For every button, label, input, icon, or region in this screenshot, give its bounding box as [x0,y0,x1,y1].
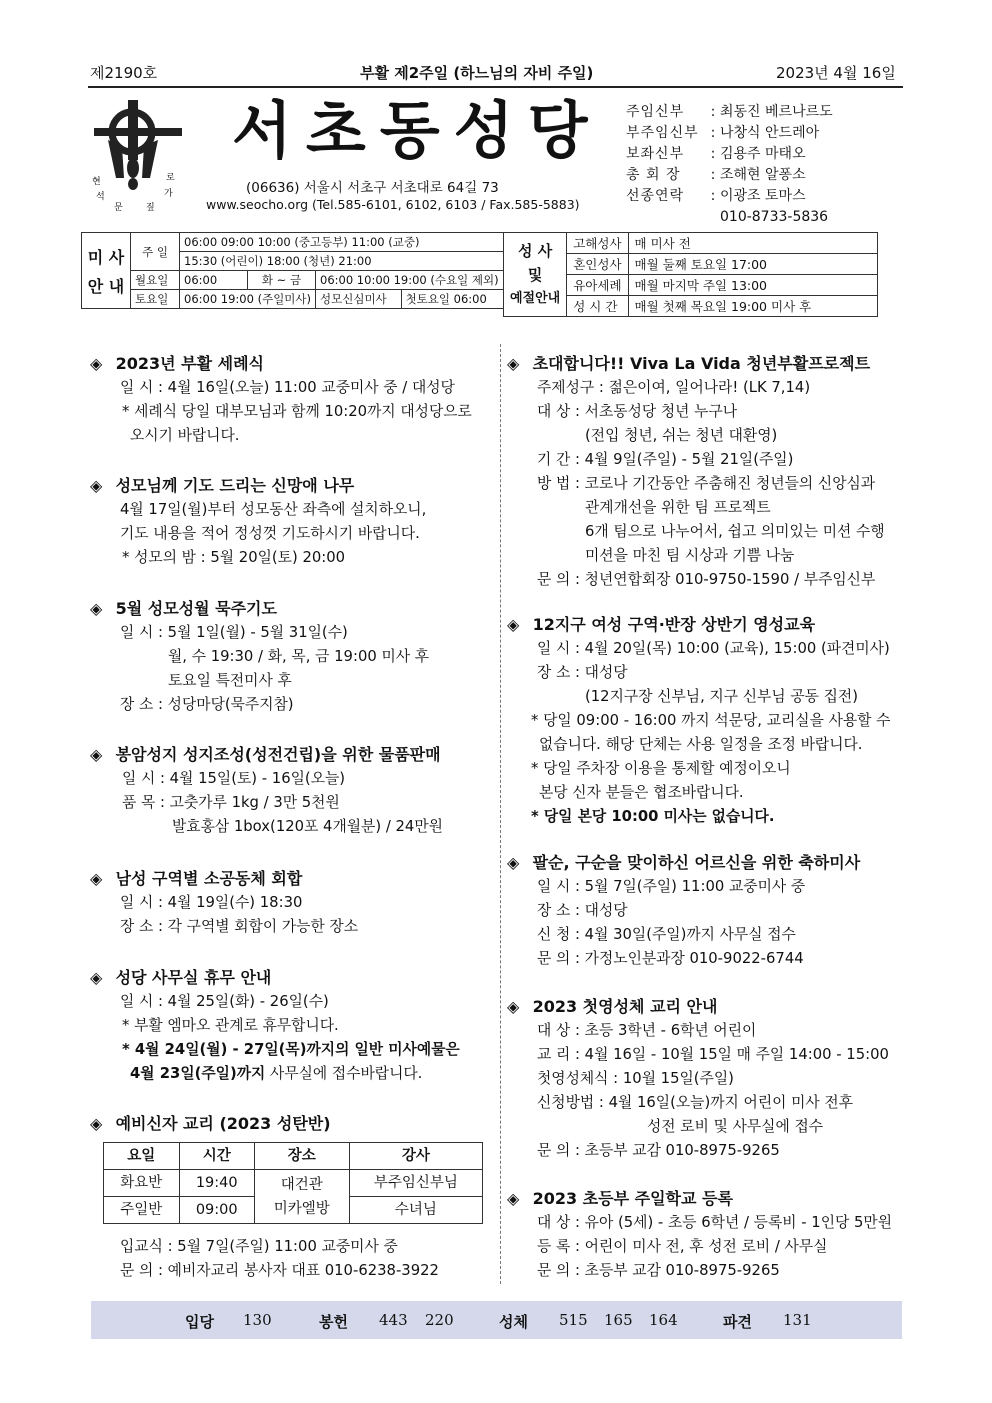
stat-label: 성체 [499,1313,528,1331]
issue-number: 제2190호 [90,64,158,82]
staff-row: 주임신부 : 최동진 베르나르도 [626,104,833,120]
stat-value: 131 [783,1311,812,1329]
diamond-bullet-icon: ◈ [507,853,520,872]
sacrament-table [503,232,878,317]
notice-sale: ◈ 봉암성지 성지조성(성전건립)을 위한 물품판매 일 시 : 4월 15일(토) - 16일(오늘) 품 목 : 고춧가루 1kg / 3만 5천원 발효홍삼 1box(120포 4개월분) / 24만원 [90,745,443,835]
notice-title: 남성 구역별 소공동체 회합 [115,869,303,888]
notice-womens-education: ◈ 12지구 여성 구역·반장 상반기 영성교육 일 시 : 4월 20일(목) 10:00 (교육), 15:00 (파견미사) 장 소 : 대성당 (12지구장 신부님, 지구 신부님 공동 집전) * 당일 09:00 - 16:00 까지 석문당, 교리실을 사용할 수 없습니다. 해당 단체는 사용 일정을 조정 바랍니다. * 당일 주차장 이용을 통제할 예정이오니 본당 신자 분들은 협조바랍니다. * 당일 본당 10:00 미사는 없습니다. [507,615,891,825]
sunday-label: 주 일 [131,233,180,271]
sunday-times-2: 15:30 (어린이) 18:00 (청년) 21:00 [180,252,504,271]
notice-title: 팔순, 구순을 맞이하신 어르신을 위한 축하미사 [532,853,861,872]
stat-label: 봉헌 [319,1313,348,1331]
notice-prayer-tree: ◈ 성모님께 기도 드리는 신망애 나무 4월 17일(월)부터 성모동산 좌측에 설치하오니, 기도 내용을 적어 정성껏 기도하시기 바랍니다. * 성모의 밤 : 5월 20일(토) 20:00 [90,476,427,566]
diamond-bullet-icon: ◈ [90,354,103,373]
svg-text:짚: 짚 [146,203,155,213]
sacrament-value: 매월 둘째 토요일 17:00 [628,254,877,275]
svg-text:가: 가 [164,189,173,199]
notice-title: 2023년 부활 세례식 [115,354,264,373]
sacrament-label: 유아세례 [567,275,628,296]
saturday-times: 06:00 19:00 (주일미사) [180,290,316,309]
diamond-bullet-icon: ◈ [90,1114,103,1133]
weekday-times: 06:00 10:00 19:00 (수요일 제외) [316,271,504,290]
notice-title: 5월 성모성월 묵주기도 [115,599,277,618]
stat-value: 165 [604,1311,633,1329]
stat-value: 220 [425,1311,454,1329]
diamond-bullet-icon: ◈ [90,745,103,764]
svg-text:현: 현 [92,177,101,187]
column-divider [500,344,501,1284]
staff-row: 보좌신부 : 김용주 마태오 [626,146,806,162]
notice-baptism: ◈ 2023년 부활 세례식 일 시 : 4월 16일(오늘) 11:00 교중미사 중 / 대성당 * 세례식 당일 대부모님과 함께 10:20까지 대성당으로 오시기 바랍니다. [90,354,472,444]
notice-sunday-school: ◈ 2023 초등부 주일학교 등록 대 상 : 유아 (5세) - 초등 6학년 / 등록비 - 1인당 5만원 등 록 : 어린이 미사 전, 후 성전 로비 / 사무실 문 의 : 초등부 교감 010-8975-9265 [507,1189,892,1279]
notice-title: 12지구 여성 구역·반장 상반기 영성교육 [532,615,816,634]
stat-value: 164 [649,1311,678,1329]
staff-phone: 010-8733-5836 [720,209,829,225]
diamond-bullet-icon: ◈ [507,1189,520,1208]
stat-value: 515 [559,1311,588,1329]
diamond-bullet-icon: ◈ [90,599,103,618]
notice-title: 성모님께 기도 드리는 신망애 나무 [115,476,355,495]
sacrament-label: 혼인성사 [567,254,628,275]
catechism-place: 대건관 미카엘방 [254,1170,349,1224]
notice-first-communion: ◈ 2023 첫영성체 교리 안내 대 상 : 초등 3학년 - 6학년 어린이 교 리 : 4월 16일 - 10월 15일 매 주일 14:00 - 15:00 첫영성체식 : 10월 15일(주일) 신청방법 : 4월 16일(오늘)까지 어린이 미사 전후 성전 로비 및 사무실에 접수 문 의 : 초등부 교감 010-8975-9265 [507,997,889,1159]
mass-schedule-table [81,232,504,309]
saturday-label: 토요일 [131,290,180,309]
diamond-bullet-icon: ◈ [507,615,520,634]
first-saturday-label: 성모신심미사 [316,290,402,309]
sacrament-label: 고해성사 [567,233,628,254]
svg-text:로: 로 [166,173,175,183]
cross-logo-icon [88,98,198,216]
parish-name: 서초동성당 [232,94,602,167]
notice-elder-mass: ◈ 팔순, 구순을 맞이하신 어르신을 위한 축하미사 일 시 : 5월 7일(주일) 11:00 교중미사 중 장 소 : 대성당 신 청 : 4월 30일(주일)까지 사무실 접수 문 의 : 가정노인분과장 010-9022-6744 [507,853,861,967]
sacrament-label: 성 시 간 [567,296,628,317]
monday-label: 월요일 [131,271,180,290]
notice-title: 2023 첫영성체 교리 안내 [532,997,718,1016]
staff-list [626,102,833,228]
notice-office-closed: ◈ 성당 사무실 휴무 안내 일 시 : 4월 25일(화) - 26일(수) * 부활 엠마오 관계로 휴무합니다. * 4월 24일(월) - 27일(목)까지의 일반 미사예물은 4월 23일(주일)까지 사무실에 접수바랍니다. [90,968,460,1082]
notice-title: 초대합니다!! Viva La Vida 청년부활프로젝트 [532,354,871,373]
sacrament-title: 성 사 및 예절안내 [504,233,567,317]
catechism-table: 요일 시간 장소 강사 화요반 19:40 대건관 미카엘방 부주임신부님 주일반 09:00 수녀님 [103,1142,483,1224]
catechism-info: 입교식 : 5월 7일(주일) 11:00 교중미사 중 문 의 : 예비자교리 봉사자 대표 010-6238-3922 [120,1238,439,1279]
sacrament-value: 매월 첫째 목요일 19:00 미사 후 [628,296,877,317]
mass-title: 미 사 안 내 [82,233,131,309]
diamond-bullet-icon: ◈ [90,869,103,888]
issue-date: 2023년 4월 16일 [776,64,896,82]
first-saturday-time: 첫토요일 06:00 [401,290,503,309]
svg-text:석: 석 [96,192,105,202]
notice-youth-project: ◈ 초대합니다!! Viva La Vida 청년부활프로젝트 주제성구 : 젊은이여, 일어나라! (LK 7,14) 대 상 : 서초동성당 청년 누구나 (전입 청년, 쉬는 청년 대환영) 기 간 : 4월 9일(주일) - 5월 21일(주일) 방 법 : 코로나 기간동안 주춤해진 청년들의 신앙심과 관계개선을 위한 팀 프로젝트 6개 팀으로 나누어서, 쉽고 의미있는 미션 수행 미션을 마친 팀 시상과 기쁨 나눔 문 의 : 청년연합회장 010-9750-1590 / 부주임신부 [507,354,885,588]
weekday-label: 화 ~ 금 [248,271,316,290]
stat-label: 파견 [723,1313,752,1331]
staff-row: 부주임신부 : 나창식 안드레아 [626,125,820,141]
staff-row: 선종연락 : 이광조 토마스 [626,188,806,204]
diamond-bullet-icon: ◈ [507,997,520,1016]
notice-rosary: ◈ 5월 성모성월 묵주기도 일 시 : 5월 1일(월) - 5월 31일(수) 월, 수 19:30 / 화, 목, 금 19:00 미사 후 토요일 특전미사 후 장 소 : 성당마당(묵주지참) [90,599,430,713]
stat-label: 입당 [185,1313,214,1331]
notice-catechumen [90,1112,331,1136]
notice-title: 2023 초등부 주일학교 등록 [532,1189,733,1208]
parish-logo [88,98,198,216]
sacrament-value: 매월 마지막 주일 13:00 [628,275,877,296]
diamond-bullet-icon: ◈ [90,476,103,495]
notice-title: 성당 사무실 휴무 안내 [115,968,272,987]
parish-address: (06636) 서울시 서초구 서초대로 64길 73 [246,180,499,196]
parish-contact: www.seocho.org (Tel.585-6101, 6102, 6103 / Fax.585-5883) [206,197,580,212]
monday-time: 06:00 [180,271,248,290]
stats-footer [91,1301,902,1339]
svg-text:문: 문 [114,203,123,213]
notice-title: 봉암성지 성지조성(성전건립)을 위한 물품판매 [115,745,441,764]
header-rule [88,86,903,88]
diamond-bullet-icon: ◈ [507,354,520,373]
notice-title: 예비신자 교리 (2023 성탄반) [115,1114,331,1133]
stat-value: 443 [379,1311,408,1329]
stat-value: 130 [243,1311,272,1329]
notice-mens-meeting: ◈ 남성 구역별 소공동체 회합 일 시 : 4월 19일(수) 18:30 장 소 : 각 구역별 회합이 가능한 장소 [90,869,359,935]
liturgical-day: 부활 제2주일 (하느님의 자비 주일) [360,64,594,82]
staff-row: 총 회 장 : 조해현 알퐁소 [626,167,806,183]
sunday-times-1: 06:00 09:00 10:00 (중고등부) 11:00 (교중) [180,233,504,252]
diamond-bullet-icon: ◈ [90,968,103,987]
sacrament-value: 매 미사 전 [628,233,877,254]
